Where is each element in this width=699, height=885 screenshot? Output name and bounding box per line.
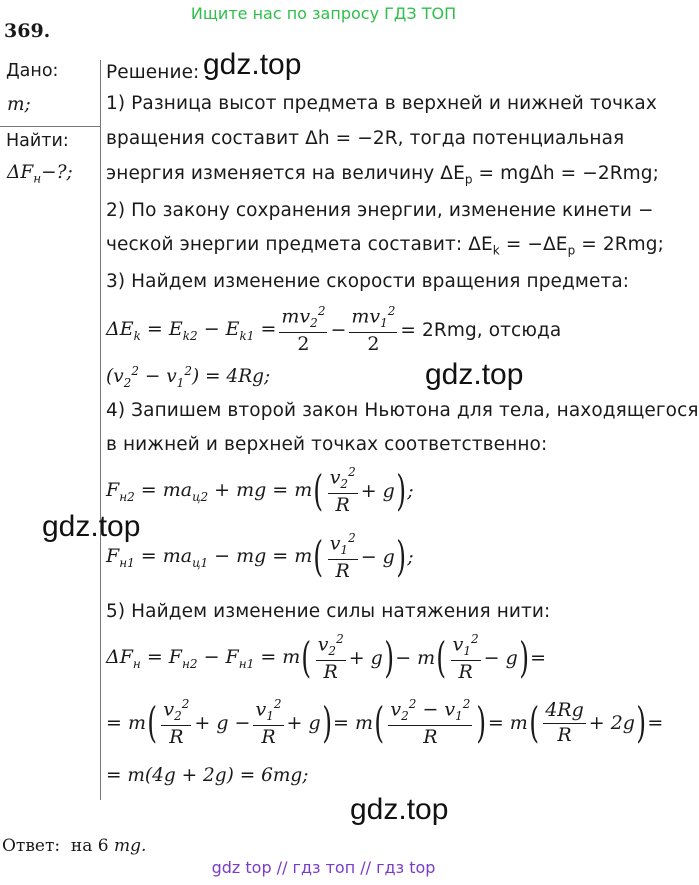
watermark: gdz.top	[350, 793, 449, 826]
equation-f-n2: $F_{н2} = ma_{ц2}$ + mg = m ( $\frac{v_2^2}{R}$ + g ) ;	[106, 465, 414, 516]
step-1-line-3: энергия изменяется на величину $\Delta E_p = mg\Delta h = -2Rmg$;	[106, 163, 659, 187]
watermark: gdz.top	[42, 510, 141, 543]
step-2-line-2: ческой энергии предмета составит: $\Delta E_k = -\Delta E_p = 2Rmg$;	[106, 234, 664, 258]
problem-number: 369.	[4, 20, 51, 42]
answer: Ответ: на 6 mg.	[2, 836, 147, 856]
equation-delta-f: $\Delta F_н = F_{н2} - F_{н1} = m$ ( $\frac{v_2^2}{R}$ + g ) − m ( $\frac{v_1^2}{R}$ − g ) =	[106, 632, 547, 683]
footer-links: gdz top // гдз топ // гдз top	[211, 858, 436, 877]
find-value: $\Delta F_н-$?;	[7, 162, 73, 186]
step-2-line-1: 2) По закону сохранения энергии, изменение кинети −	[106, 200, 654, 221]
step-3-heading: 3) Найдем изменение скорости вращения предмета:	[106, 271, 630, 292]
given-label: Дано:	[6, 61, 59, 81]
equation-delta-f-simplified: = m ( $\frac{v_2^2}{R}$ + g − $\frac{v_1^2}{R}$ + g ) = m ( $\frac{v_2^2 - v_1^2}{R}$ ) = m ( $\frac{4Rg}{R}$ + 2g ) =	[106, 697, 664, 748]
equation-kinetic: $\Delta E_k = E_{k2} - E_{k1}$ = $\frac{mv_2^2}{2}$ − $\frac{mv_1^2}{2}$ = 2Rmg, отсюда	[106, 304, 562, 355]
watermark: gdz.top	[203, 48, 302, 81]
equation-velocity: $(v_2^2 - v_1^2) = 4Rg$;	[106, 364, 271, 390]
watermark: gdz.top	[425, 358, 524, 391]
column-divider	[100, 60, 101, 800]
step-4-line-2: в нижней и верхней точках соответственно:	[106, 434, 548, 455]
step-5-heading: 5) Найдем изменение силы натяжения нити:	[106, 601, 551, 622]
step-1-line-2: вращения составит Δh = −2R, тогда потенциальная	[106, 128, 625, 149]
solution-heading: Решение:	[106, 62, 200, 83]
find-label: Найти:	[6, 131, 69, 151]
given-value: m;	[7, 94, 31, 115]
equation-f-n1: $F_{н1} = ma_{ц1}$ − mg = m ( $\frac{v_1^2}{R}$ − g ) ;	[106, 531, 414, 582]
step-4-line-1: 4) Запишем второй закон Ньютона для тела, находящегося	[106, 400, 699, 421]
top-banner: Ищите нас по запросу ГДЗ ТОП	[190, 4, 457, 23]
step-1-line-1: 1) Разница высот предмета в верхней и нижней точках	[106, 93, 657, 114]
equation-final: = m(4g + 2g) = 6mg;	[106, 765, 309, 786]
given-divider	[0, 126, 100, 127]
